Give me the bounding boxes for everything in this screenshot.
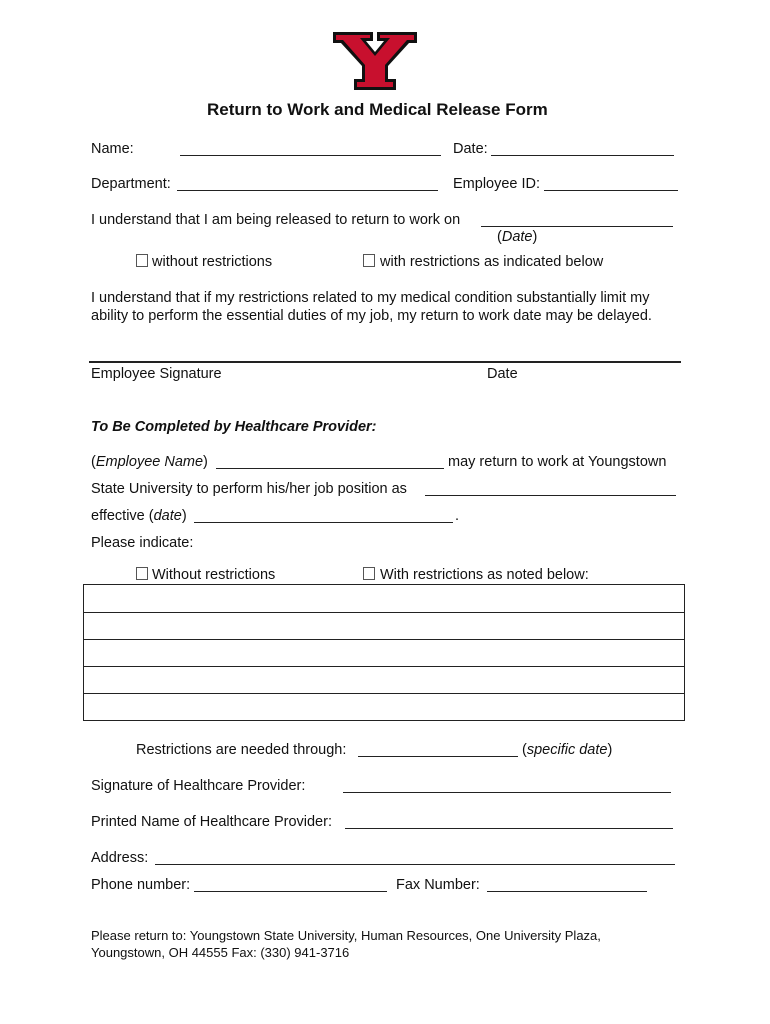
specific-date-hint-text: specific date (526, 742, 608, 758)
employee-name-hint: (Employee Name) (91, 454, 208, 470)
phone-label: Phone number: (91, 877, 191, 893)
date-label: Date: (453, 141, 488, 157)
job-position-text: State University to perform his/her job position as (91, 481, 407, 497)
employee-signature-field[interactable] (89, 361, 681, 363)
provider-without-restrictions-checkbox[interactable] (136, 567, 148, 580)
restrictions-row[interactable] (84, 639, 684, 640)
delay-paragraph-line2: ability to perform the essential duties of my job, my return to work date may be delayed. (91, 308, 652, 324)
provider-signature-label: Signature of Healthcare Provider: (91, 778, 306, 794)
form-title: Return to Work and Medical Release Form (207, 100, 548, 119)
employee-name-hint-text: Employee Name (95, 454, 204, 470)
with-restrictions-checkbox[interactable] (363, 254, 375, 267)
specific-date-hint: (specific date) (522, 742, 613, 758)
restrictions-row[interactable] (84, 666, 684, 667)
effective-hint: date (153, 508, 182, 524)
address-field[interactable] (155, 864, 675, 865)
effective-date-field[interactable] (194, 522, 453, 523)
employee-signature-date-label: Date (487, 366, 518, 382)
restrictions-row[interactable] (84, 693, 684, 694)
provider-with-restrictions-label: With restrictions as noted below: (380, 567, 589, 583)
delay-paragraph-line1: I understand that if my restrictions related to my medical condition substantially limit my (91, 290, 650, 306)
provider-without-restrictions-label: Without restrictions (152, 567, 276, 583)
restrictions-through-field[interactable] (358, 756, 518, 757)
effective-label: effective ( (91, 508, 154, 524)
restrictions-through-label: Restrictions are needed through: (136, 742, 347, 758)
provider-printed-name-label: Printed Name of Healthcare Provider: (91, 814, 332, 830)
release-date-field[interactable] (481, 226, 673, 227)
without-restrictions-label: without restrictions (152, 254, 273, 270)
university-logo (333, 32, 417, 90)
department-label: Department: (91, 176, 171, 192)
footer-return-line2: Youngstown, OH 44555 Fax: (330) 941-3716 (91, 945, 350, 960)
with-restrictions-label: with restrictions as indicated below (380, 254, 604, 270)
name-label: Name: (91, 141, 134, 157)
without-restrictions-checkbox[interactable] (136, 254, 148, 267)
provider-employee-name-field[interactable] (216, 468, 444, 469)
effective-text: effective (date) (91, 508, 187, 524)
provider-section-heading: To Be Completed by Healthcare Provider: (91, 419, 377, 435)
address-label: Address: (91, 850, 149, 866)
effective-period: . (455, 508, 460, 524)
provider-printed-name-field[interactable] (345, 828, 673, 829)
fax-label: Fax Number: (396, 877, 480, 893)
employee-id-field[interactable] (544, 190, 678, 191)
release-date-hint-text: Date (501, 229, 533, 245)
phone-field[interactable] (194, 891, 387, 892)
provider-with-restrictions-checkbox[interactable] (363, 567, 375, 580)
department-field[interactable] (177, 190, 438, 191)
job-position-field[interactable] (425, 495, 676, 496)
employee-id-label: Employee ID: (453, 176, 541, 192)
please-indicate-label: Please indicate: (91, 535, 194, 551)
fax-field[interactable] (487, 891, 647, 892)
provider-signature-field[interactable] (343, 792, 671, 793)
release-statement: I understand that I am being released to return to work on (91, 212, 461, 228)
footer-return-line1: Please return to: Youngstown State University, Human Resources, One University Plaza, (91, 928, 601, 943)
employee-signature-label: Employee Signature (91, 366, 222, 382)
name-field[interactable] (180, 155, 441, 156)
date-field[interactable] (491, 155, 674, 156)
release-date-hint: (Date) (497, 229, 538, 245)
may-return-text: may return to work at Youngstown (448, 454, 667, 470)
restrictions-row[interactable] (84, 612, 684, 613)
restrictions-table[interactable] (83, 584, 685, 721)
